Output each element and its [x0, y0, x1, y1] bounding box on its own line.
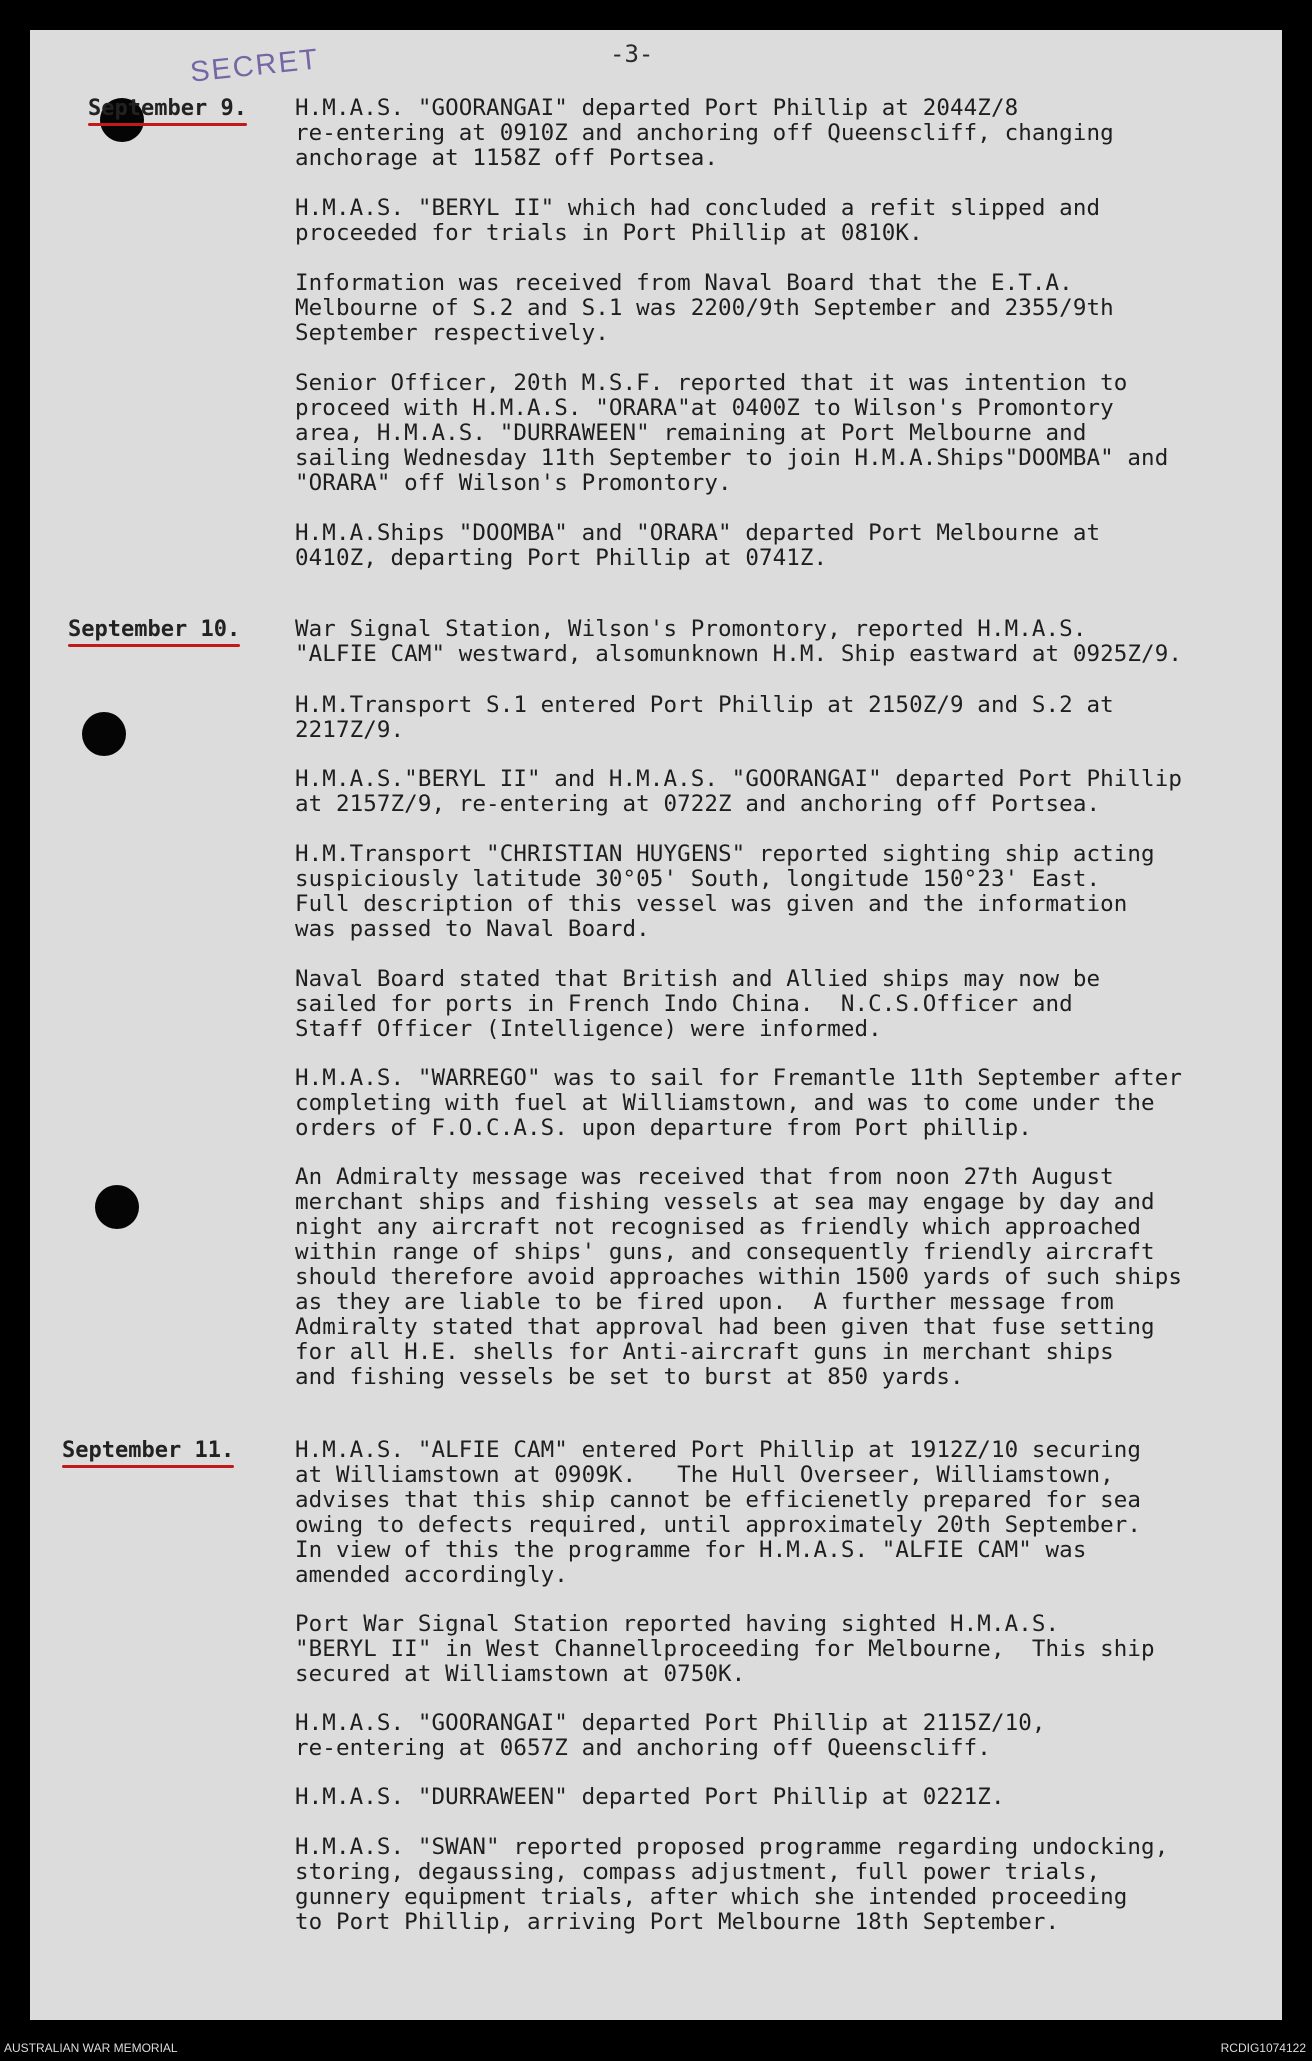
paragraph: Port War Signal Station reported having sighted H.M.A.S. "BERYL II" in West Channellproceeding for Melbourne, This ship secured at Williamstown at 0750K.: [295, 1611, 1155, 1687]
secret-stamp: SECRET: [188, 43, 321, 89]
punch-hole-icon: [82, 712, 126, 756]
punch-hole-icon: [95, 1185, 139, 1229]
paragraph: H.M.A.S. "GOORANGAI" departed Port Phillip at 2115Z/10, re-entering at 0657Z and anchoring off Queenscliff.: [295, 1710, 1046, 1761]
paragraph: An Admiralty message was received that from noon 27th August merchant ships and fishing vessels at sea may engage by day and night any aircraft not recognised as friendly which approached within range of ships' guns, and consequently friendly aircraft should therefore avoid approaches within 1500 yards of such ships as they are liable to be fired upon. A further message from Admiralty stated that approval had been given that fuse setting for all H.E. shells for Anti-aircraft guns in merchant ships and fishing vessels be set to burst at 850 yards.: [295, 1164, 1182, 1390]
paragraph: H.M.A.S."BERYL II" and H.M.A.S. "GOORANGAI" departed Port Phillip at 2157Z/9, re-entering at 0722Z and anchoring off Portsea.: [295, 766, 1182, 817]
paragraph: H.M.A.S. "SWAN" reported proposed programme regarding undocking, storing, degaussing, compass adjustment, full power trials, gunnery equipment trials, after which she intended proceeding to Port Phillip, arriving Port Melbourne 18th September.: [295, 1834, 1169, 1935]
paragraph: H.M.A.S. "BERYL II" which had concluded a refit slipped and proceeded for trials in Port Phillip at 0810K.: [295, 195, 1101, 246]
footer-left-label: AUSTRALIAN WAR MEMORIAL: [4, 2041, 178, 2055]
paragraph: Naval Board stated that British and Allied ships may now be sailed for ports in French Indo China. N.C.S.Officer and Staff Officer (Intelligence) were informed.: [295, 966, 1101, 1042]
paragraph: H.M.Transport S.1 entered Port Phillip at 2150Z/9 and S.2 at 2217Z/9.: [295, 692, 1114, 743]
paragraph: Senior Officer, 20th M.S.F. reported that it was intention to proceed with H.M.A.S. "ORARA"at 0400Z to Wilson's Promontory area, H.M.A.S. "DURRAWEEN" remaining at Port Melbourne and sailing Wednesday 11th September to join H.M.A.Ships"DOOMBA" and "ORARA" off Wilson's Promontory.: [295, 370, 1169, 496]
paragraph: H.M.A.S. "DURRAWEEN" departed Port Phillip at 0221Z.: [295, 1784, 1005, 1810]
date-underline: [88, 123, 247, 126]
date-underline: [62, 1465, 234, 1468]
paragraph: H.M.A.S. "ALFIE CAM" entered Port Phillip at 1912Z/10 securing at Williamstown at 0909K. The Hull Overseer, Williamstown, advises that this ship cannot be efficienetly prepared for sea owing to defects required, until approximately 20th September. In view of this the programme for H.M.A.S. "ALFIE CAM" was amended accordingly.: [295, 1437, 1142, 1588]
section-date: September 10.: [68, 617, 240, 647]
paragraph: H.M.A.S. "GOORANGAI" departed Port Phillip at 2044Z/8 re-entering at 0910Z and anchoring off Queenscliff, changing anchorage at 1158Z off Portsea.: [295, 95, 1114, 171]
paragraph: H.M.A.S. "WARREGO" was to sail for Fremantle 11th September after completing with fuel at Williamstown, and was to come under the orders of F.O.C.A.S. upon departure from Port phillip.: [295, 1065, 1182, 1141]
document-page: [30, 30, 1282, 2020]
page-number: -3-: [610, 40, 654, 68]
paragraph: H.M.Transport "CHRISTIAN HUYGENS" reported sighting ship acting suspiciously latitude 30°05' South, longitude 150°23' East. Full description of this vessel was given and the information was passed to Naval Board.: [295, 841, 1155, 942]
date-underline: [68, 644, 240, 647]
section-date: September 9.: [88, 96, 247, 126]
footer-right-label: RCDIG1074122: [1220, 2041, 1306, 2055]
paragraph: War Signal Station, Wilson's Promontory, reported H.M.A.S. "ALFIE CAM" westward, alsomunknown H.M. Ship eastward at 0925Z/9.: [295, 616, 1182, 667]
paragraph: Information was received from Naval Board that the E.T.A. Melbourne of S.2 and S.1 was 2200/9th September and 2355/9th September respectively.: [295, 270, 1114, 346]
section-date: September 11.: [62, 1438, 234, 1468]
paragraph: H.M.A.Ships "DOOMBA" and "ORARA" departed Port Melbourne at 0410Z, departing Port Phillip at 0741Z.: [295, 520, 1101, 571]
